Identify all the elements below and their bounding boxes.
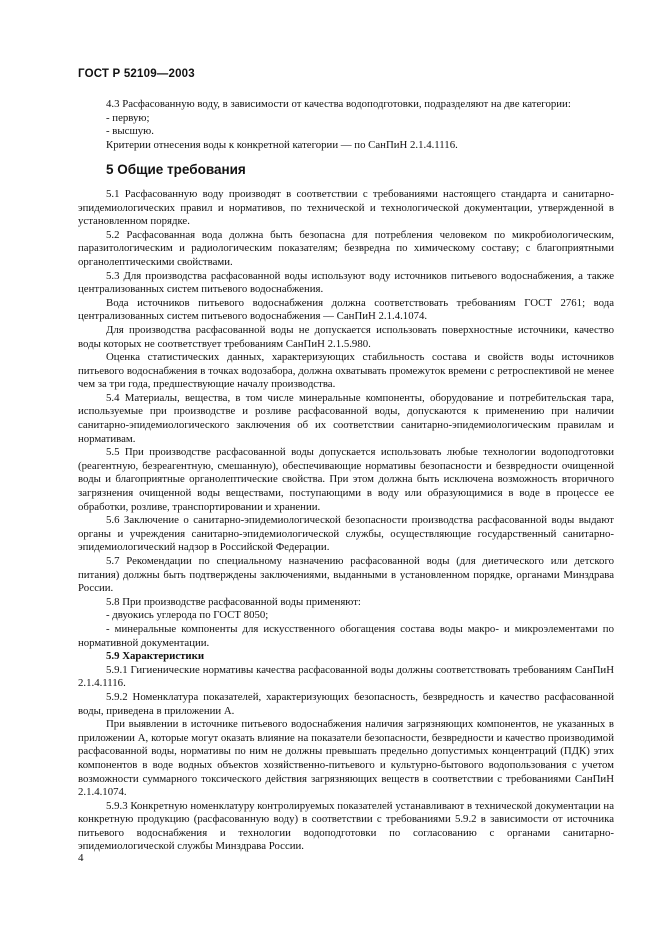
paragraph: 5.1 Расфасованную воду производят в соответствии с требованиями настоящего стандарта и санитарно-эпидемиологических правил и нормативов, по технической и технологической документации, утвержденной в установленном порядке. bbox=[78, 187, 614, 228]
paragraph: 5.7 Рекомендации по специальному назначению расфасованной воды (для диетического или детского питания) должны быть подтверждены заключениями, выданными в установленном порядке, органами Минздрава России. bbox=[78, 555, 614, 595]
list-item: - минеральные компоненты для искусственного обогащения состава воды макро- и микроэлементами по нормативной документации. bbox=[78, 622, 614, 649]
paragraph: 5.4 Материалы, вещества, в том числе минеральные компоненты, оборудование и потребительская тара, используемые при производстве и розливе расфасованной воды, допускаются к применению при наличии санитарно-эпидемиологического заключения об их соответствии санитарно-эпидемиологическим правилам и нормативам. bbox=[78, 391, 614, 445]
paragraph: 5.9.3 Конкретную номенклатуру контролируемых показателей устанавливают в технической документации на конкретную продукцию (расфасованную воду) в соответствии с требованиями 5.9.2 в зависимости от источника питьевого водоснабжения и технологии водоподготовки по согласованию с органами санитарно-эпидемиологической службы Минздрава России. bbox=[78, 799, 614, 853]
paragraph: 5.9.1 Гигиенические нормативы качества расфасованной воды должны соответствовать требованиям СанПиН 2.1.4.1116. bbox=[78, 663, 614, 690]
paragraph: Вода источников питьевого водоснабжения должна соответствовать требованиям ГОСТ 2761; вода централизованных систем питьевого водоснабжения — СанПиН 2.1.4.1074. bbox=[78, 296, 614, 323]
paragraph: Критерии отнесения воды к конкретной категории — по СанПиН 2.1.4.1116. bbox=[106, 138, 458, 151]
paragraph: Оценка статистических данных, характеризующих стабильность состава и свойств воды источников питьевого водоснабжения в точках водозабора, должна охватывать промежуток времени с ретроспективой не менее чем за три года, предшествующие началу производства. bbox=[78, 351, 614, 391]
paragraph: 5.9.2 Номенклатура показателей, характеризующих безопасность, безвредность и качество расфасованной воды, приведена в приложении А. bbox=[78, 690, 614, 717]
paragraph: 5.3 Для производства расфасованной воды используют воду источников питьевого водоснабжения, а также централизованных систем питьевого водоснабжения. bbox=[78, 269, 614, 296]
paragraph: 5.2 Расфасованная вода должна быть безопасна для потребления человеком по микробиологическим, паразитологическим и радиологическим показателям; безвредна по химическому составу; с благоприятными органолептическими свойствами. bbox=[78, 228, 614, 268]
section-heading: 5 Общие требования bbox=[106, 162, 246, 178]
paragraph: 4.3 Расфасованную воду, в зависимости от качества водоподготовки, подразделяют на две категории: bbox=[106, 98, 571, 110]
section-heading: 5.9 Характеристики bbox=[106, 650, 205, 663]
list-item: - высшую. bbox=[106, 125, 154, 138]
page-number: 4 bbox=[78, 852, 84, 864]
paragraph: Для производства расфасованной воды не допускается использовать поверхностные источники, качество воды которых не соответствует требованиям СанПиН 2.1.5.980. bbox=[78, 323, 614, 350]
document-body bbox=[78, 98, 614, 854]
list-item: - двуокись углерода по ГОСТ 8050; bbox=[106, 609, 269, 622]
list-item: - первую; bbox=[106, 111, 150, 124]
paragraph: 5.5 При производстве расфасованной воды допускается использовать любые технологии водоподготовки (реагентную, безреагентную, смешанную), обеспечивающие нормативы безопасности и безвредности очищенной воды и благоприятные органолептические свойства. При этом должна быть исключена возможность вторичного загрязнения очищенной воды веществами, поступающими в воду или образующимися в воде в процессе ее обработки, розливе, транспортировании и хранении. bbox=[78, 446, 614, 513]
standard-header: ГОСТ Р 52109—2003 bbox=[78, 68, 195, 80]
paragraph: 5.6 Заключение о санитарно-эпидемиологической безопасности производства расфасованной воды выдают органы и учреждения санитарно-эпидемиологической службы, осуществляющие государственный санитарно-эпидемиологический надзор в Российской Федерации. bbox=[78, 514, 614, 554]
paragraph: 5.8 При производстве расфасованной воды применяют: bbox=[106, 595, 361, 608]
paragraph: При выявлении в источнике питьевого водоснабжения наличия загрязняющих компонентов, не указанных в приложении А, которые могут оказать влияние на показатели безопасности, безвредности и качество производимой расфасованной воды, нормативы по ним не должны превышать предельно допустимых концентраций (ПДК) этих компонентов в воде водных объектов хозяйственно-питьевого и культурно-бытового водопользования с учетом возможности суммарного токсического действия загрязняющих веществ в соответствии с требованиями СанПиН 2.1.4.1074. bbox=[78, 718, 614, 799]
